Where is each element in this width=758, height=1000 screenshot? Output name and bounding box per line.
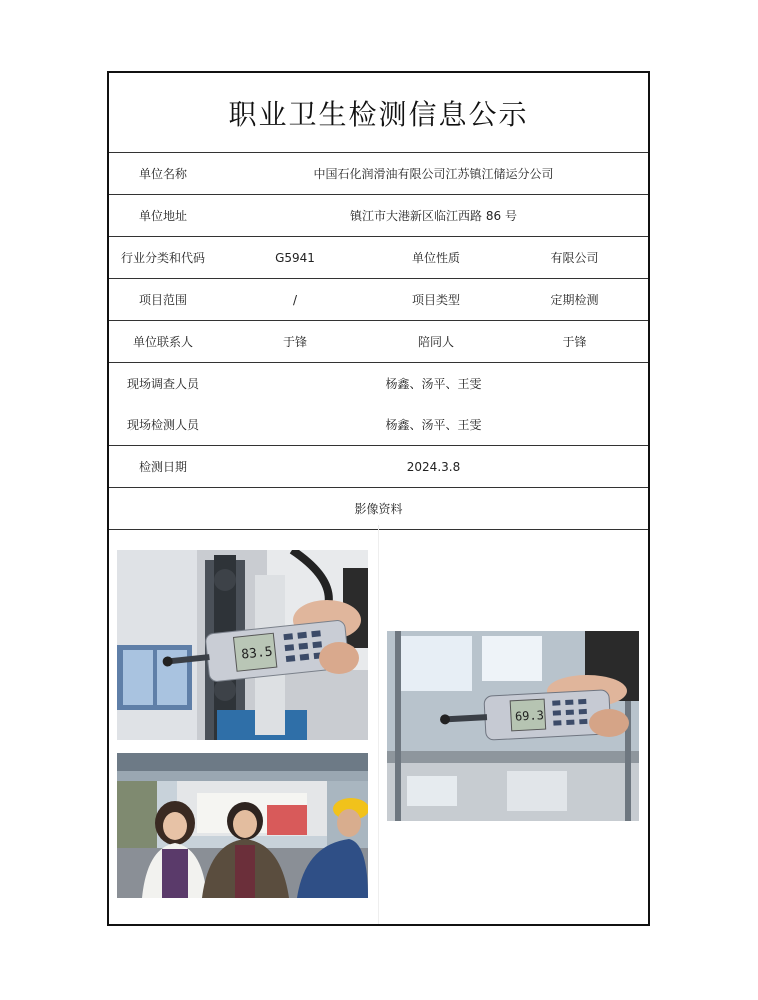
row-test-staff	[109, 404, 648, 446]
project-scope-label: 项目范围	[138, 293, 187, 307]
meter-1-reading: 83.5	[240, 644, 274, 663]
photo-3-image	[387, 631, 639, 821]
photo-sound-meter-window	[387, 631, 639, 821]
unit-address-value: 镇江市大港新区临江西路 86 号	[350, 209, 517, 223]
project-type-label: 项目类型	[411, 293, 460, 307]
industry-label: 行业分类和代码	[120, 251, 205, 265]
unit-nature-label: 单位性质	[411, 251, 460, 265]
unit-name-label: 单位名称	[138, 167, 187, 181]
row-test-date	[109, 446, 648, 488]
project-type-value: 定期检测	[550, 293, 599, 307]
companion-label: 陪同人	[417, 335, 454, 349]
test-staff-value: 杨鑫、汤平、王雯	[385, 418, 482, 432]
contact-label: 单位联系人	[132, 335, 193, 349]
test-date-label: 检测日期	[138, 460, 187, 474]
photo-1-image	[117, 550, 368, 740]
photo-gallery	[109, 525, 648, 924]
survey-staff-label: 现场调查人员	[126, 377, 199, 391]
row-images	[109, 488, 648, 530]
row-contact	[109, 321, 648, 363]
photo-group	[117, 753, 368, 898]
unit-nature-value: 有限公司	[550, 251, 599, 265]
survey-staff-value: 杨鑫、汤平、王雯	[385, 377, 482, 391]
row-industry	[109, 237, 648, 279]
industry-value: G5941	[275, 250, 315, 265]
row-unit-address	[109, 195, 648, 237]
gallery-divider	[378, 525, 379, 924]
row-project	[109, 279, 648, 321]
photo-sound-meter-pump-room	[117, 550, 368, 740]
unit-name-value: 中国石化润滑油有限公司江苏镇江储运分公司	[313, 167, 554, 181]
row-survey-staff	[109, 363, 648, 404]
page-title: 职业卫生检测信息公示	[109, 73, 648, 153]
notice-sheet	[107, 71, 650, 926]
meter-2-reading: 69.3	[514, 708, 545, 724]
unit-address-label: 单位地址	[138, 209, 187, 223]
companion-value: 于锋	[562, 335, 587, 349]
test-staff-label: 现场检测人员	[126, 418, 199, 432]
project-scope-value: /	[292, 292, 298, 307]
contact-value: 于锋	[282, 335, 307, 349]
photo-2-image	[117, 753, 368, 898]
row-unit-name	[109, 153, 648, 195]
images-label: 影像资料	[354, 502, 403, 516]
test-date-value: 2024.3.8	[406, 459, 461, 474]
